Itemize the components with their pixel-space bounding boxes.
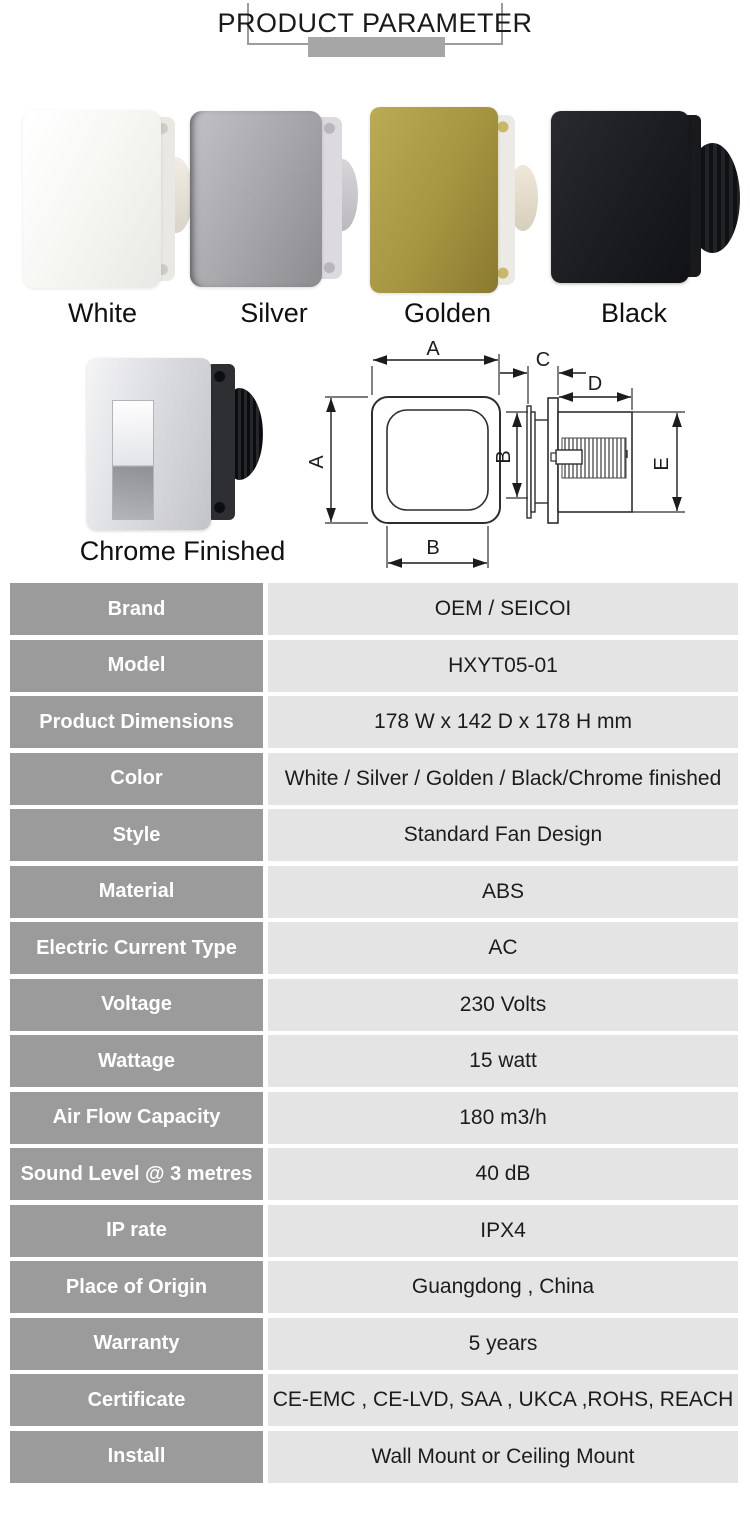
fan-finish-label: Chrome Finished <box>79 536 286 566</box>
fan-card-golden <box>360 95 535 328</box>
table-row <box>10 753 738 805</box>
table-row <box>10 1035 738 1087</box>
table-row <box>10 583 738 635</box>
spec-value-cell: 40 dB <box>268 1148 738 1200</box>
spec-value-cell: CE-EMC , CE-LVD, SAA , UKCA ,ROHS, REACH <box>268 1374 738 1426</box>
spec-value-cell: AC <box>268 922 738 974</box>
spec-label-cell: Style <box>10 809 263 861</box>
spec-label-cell: Color <box>10 753 263 805</box>
spec-label-cell: Sound Level @ 3 metres <box>10 1148 263 1200</box>
dim-label-body-height: E <box>651 457 673 471</box>
table-row <box>10 1092 738 1144</box>
spec-label-cell: Material <box>10 866 263 918</box>
fan-photo-white <box>15 95 190 295</box>
spec-value-cell: 178 W x 142 D x 178 H mm <box>268 696 738 748</box>
spec-value-cell: ABS <box>268 866 738 918</box>
spec-label-cell: Certificate <box>10 1374 263 1426</box>
spec-label-cell: Brand <box>10 583 263 635</box>
dim-label-height-overall: A <box>306 455 328 469</box>
front-inner-outline <box>387 410 488 510</box>
table-row <box>10 1205 738 1257</box>
dim-label-panel-depth: C <box>535 349 551 371</box>
fan-photo-black <box>543 95 725 295</box>
spec-label-cell: Air Flow Capacity <box>10 1092 263 1144</box>
side-panel-edge-2 <box>531 412 535 512</box>
fan-color-label: Golden <box>403 298 492 328</box>
table-row <box>10 1318 738 1370</box>
table-row <box>10 1431 738 1483</box>
fan-panel <box>370 107 498 293</box>
fan-frame <box>207 364 235 520</box>
fan-panel <box>23 110 161 288</box>
spec-label-cell: Place of Origin <box>10 1261 263 1313</box>
fan-photo-chrome <box>60 350 305 535</box>
spec-label-cell: Model <box>10 640 263 692</box>
dim-label-width-overall: A <box>426 340 440 360</box>
spec-value-cell: Standard Fan Design <box>268 809 738 861</box>
fan-card-black <box>543 95 725 328</box>
fan-panel <box>551 111 689 283</box>
table-row <box>10 922 738 974</box>
fan-panel <box>190 111 322 287</box>
spec-value-cell: OEM / SEICOI <box>268 583 738 635</box>
fan-photo-silver <box>188 95 360 295</box>
dimension-diagram <box>300 340 700 580</box>
spec-label-cell: IP rate <box>10 1205 263 1257</box>
table-row <box>10 640 738 692</box>
fan-card-chrome <box>60 350 305 566</box>
page-title: PRODUCT PARAMETER <box>217 7 533 38</box>
spec-label-cell: Warranty <box>10 1318 263 1370</box>
table-row <box>10 696 738 748</box>
fan-color-label: Silver <box>240 298 308 328</box>
table-row <box>10 1374 738 1426</box>
fan-color-label: White <box>67 298 138 328</box>
table-row <box>10 1148 738 1200</box>
table-row <box>10 979 738 1031</box>
spec-label-cell: Voltage <box>10 979 263 1031</box>
fan-card-white <box>15 95 190 328</box>
fan-photo-golden <box>360 95 535 295</box>
spec-label-cell: Install <box>10 1431 263 1483</box>
dim-label-inner-height: B <box>493 450 515 464</box>
shaft-notch <box>551 453 556 461</box>
chrome-glass-strip <box>112 400 154 520</box>
spec-label-cell: Product Dimensions <box>10 696 263 748</box>
table-row <box>10 866 738 918</box>
motor-shaft <box>556 450 582 464</box>
spec-label-cell: Electric Current Type <box>10 922 263 974</box>
dim-label-inner-width: B <box>426 537 440 559</box>
fan-card-silver <box>188 95 360 328</box>
table-row <box>10 1261 738 1313</box>
spec-value-cell: White / Silver / Golden / Black/Chrome finished <box>268 753 738 805</box>
spec-value-cell: 5 years <box>268 1318 738 1370</box>
dim-label-body-depth: D <box>587 373 603 395</box>
spec-value-cell: HXYT05-01 <box>268 640 738 692</box>
spec-label-cell: Wattage <box>10 1035 263 1087</box>
title-accent-bar <box>308 37 445 57</box>
spec-value-cell: 180 m3/h <box>268 1092 738 1144</box>
spec-value-cell: 15 watt <box>268 1035 738 1087</box>
fan-color-label: Black <box>600 298 668 328</box>
spec-value-cell: 230 Volts <box>268 979 738 1031</box>
spec-table <box>10 583 738 1487</box>
spec-value-cell: Wall Mount or Ceiling Mount <box>268 1431 738 1483</box>
table-row <box>10 809 738 861</box>
spec-value-cell: Guangdong , China <box>268 1261 738 1313</box>
spec-value-cell: IPX4 <box>268 1205 738 1257</box>
